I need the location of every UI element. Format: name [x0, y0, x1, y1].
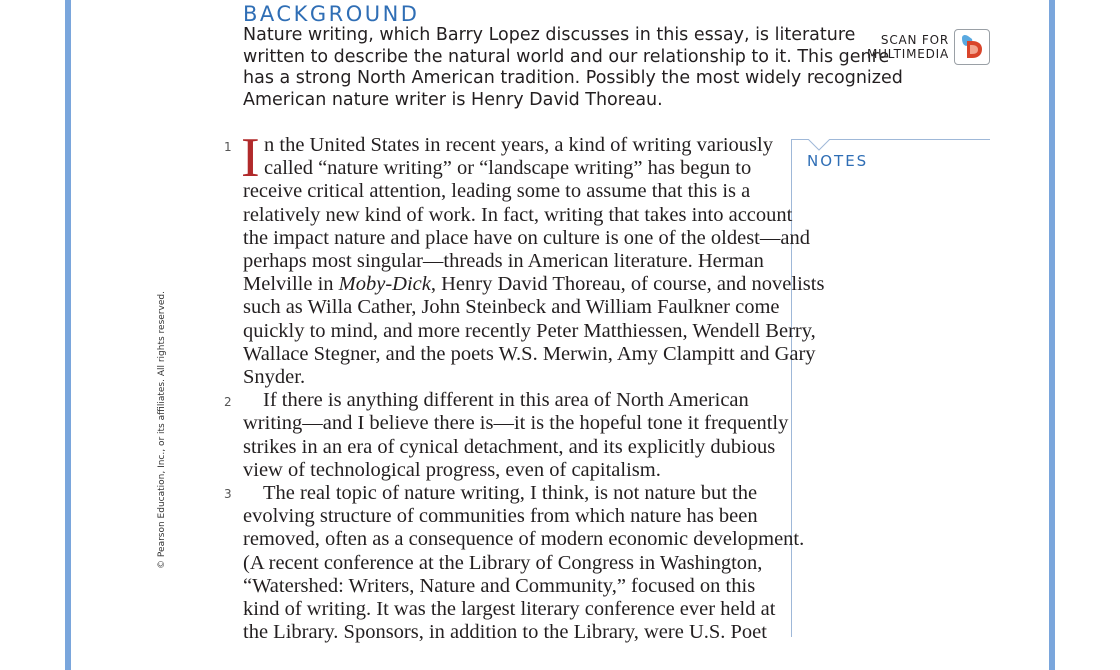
- scan-label: [867, 33, 949, 61]
- text-line: called “nature writing” or “landscape writing” has begun to: [264, 157, 752, 180]
- paragraph-3: [243, 482, 805, 644]
- text-line: (A recent conference at the Library of Congress in Washington,: [243, 551, 763, 574]
- notes-tab-notch-icon: [808, 139, 830, 151]
- text-line: n the United States in recent years, a kind of writing variously: [264, 134, 773, 156]
- text-line: the Library. Sponsors, in addition to the Library, were U.S. Poet: [243, 621, 767, 644]
- text-line: receive critical attention, leading some to assume that this is a: [243, 180, 751, 203]
- notes-panel[interactable]: [791, 139, 990, 637]
- scan-label-line1: SCAN FOR: [880, 33, 949, 47]
- text-line: removed, often as a consequence of modern economic development.: [243, 528, 805, 551]
- text-line: The real topic of nature writing, I think, is not nature but the: [263, 482, 758, 505]
- book-title: Moby-Dick: [338, 273, 431, 296]
- paragraph-2: [243, 389, 789, 482]
- page-frame-left: [65, 0, 71, 670]
- text-line: kind of writing. It was the largest literary conference ever held at: [243, 598, 776, 621]
- background-line: written to describe the natural world and our relationship to it. This genre: [243, 46, 890, 67]
- multimedia-icon-graphic: [955, 30, 989, 64]
- text-line: the impact nature and place have on culture is one of the oldest—and: [243, 226, 810, 249]
- paragraph-1: [241, 127, 825, 389]
- text-line: Wallace Stegner, and the poets W.S. Merwin, Amy Clampitt and Gary: [243, 342, 816, 365]
- text-fragment: Melville in: [243, 273, 339, 296]
- text-line: writing—and I believe there is—it is the hopeful tone it frequently: [243, 412, 789, 435]
- copyright-notice: © Pearson Education, Inc., or its affiliates. All rights reserved.: [157, 291, 167, 569]
- text-fragment: , Henry David Thoreau, of course, and novelists: [430, 273, 825, 296]
- text-line: Snyder.: [243, 366, 306, 389]
- background-line: American nature writer is Henry David Thoreau.: [243, 89, 663, 110]
- text-line: relatively new kind of work. In fact, writing that takes into account: [243, 203, 793, 226]
- text-line: [243, 273, 825, 296]
- text-line: such as Willa Cather, John Steinbeck and William Faulkner come: [243, 296, 780, 319]
- notes-label: NOTES: [807, 152, 869, 170]
- page-frame-right: [1049, 0, 1055, 670]
- background-text: [243, 25, 903, 111]
- text-line: quickly to mind, and more recently Peter Matthiessen, Wendell Berry,: [243, 319, 816, 342]
- text-line: “Watershed: Writers, Nature and Community,” focused on this: [243, 574, 756, 597]
- paragraph-number: 1: [224, 140, 232, 154]
- text-line: If there is anything different in this area of North American: [263, 389, 749, 412]
- background-line: Nature writing, which Barry Lopez discusses in this essay, is literature: [243, 25, 856, 45]
- text-line: view of technological progress, even of capitalism.: [243, 458, 661, 481]
- essay-body: [241, 127, 825, 644]
- text-line: evolving structure of communities from which nature has been: [243, 505, 758, 528]
- scan-for-multimedia[interactable]: [862, 28, 990, 66]
- scan-label-line2: MULTIMEDIA: [867, 47, 949, 61]
- paragraph-number: 2: [224, 395, 232, 409]
- background-line: has a strong North American tradition. Possibly the most widely recognized: [243, 68, 903, 89]
- paragraph-number: 3: [224, 487, 232, 501]
- background-heading: BACKGROUND: [243, 2, 420, 26]
- multimedia-qr-icon[interactable]: [954, 29, 990, 65]
- text-line: strikes in an era of cynical detachment, and its explicitly dubious: [243, 435, 776, 458]
- text-line: perhaps most singular—threads in American literature. Herman: [243, 250, 764, 273]
- drop-cap: I: [241, 127, 260, 189]
